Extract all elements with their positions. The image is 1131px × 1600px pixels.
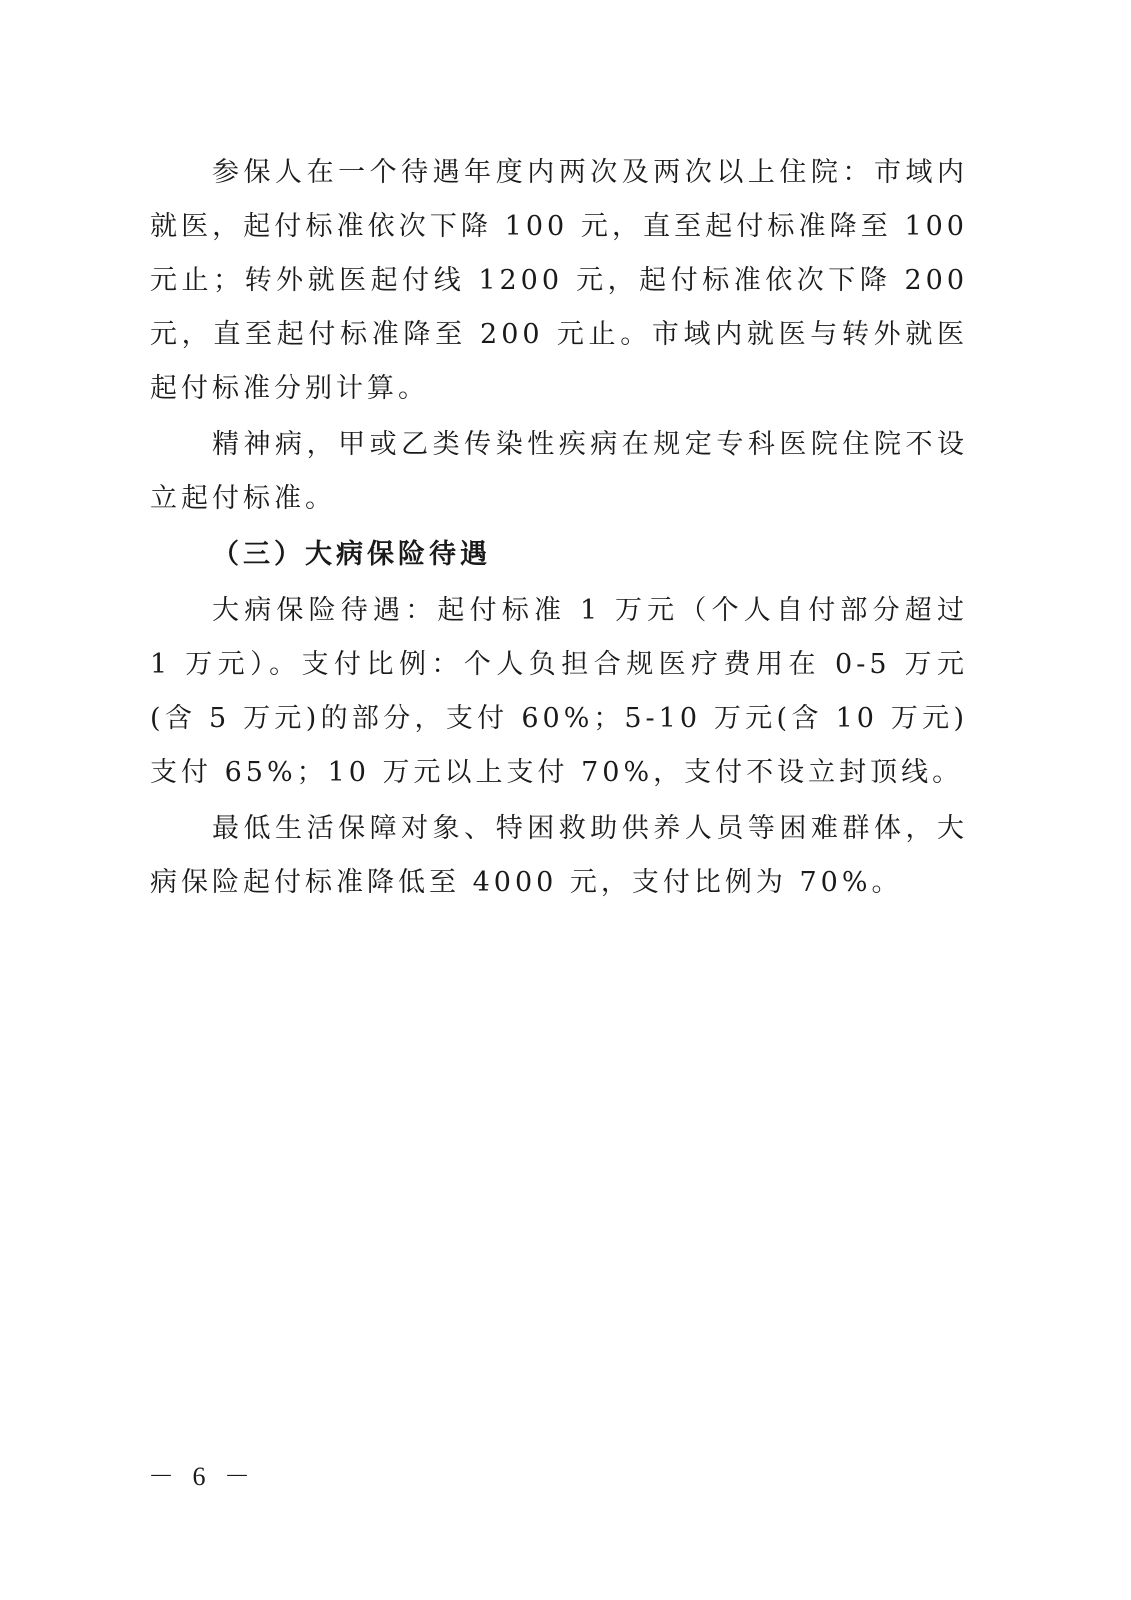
paragraph-hospitalization-deductible: 参保人在一个待遇年度内两次及两次以上住院：市域内就医，起付标准依次下降 100 元，直至起付标准降至 100 元止；转外就医起付线 1200 元，起付标准依次下降 200 元，直至起付标准降至 200 元止。市域内就医与转外就医起付标准分别计算。	[150, 157, 968, 404]
section-heading-critical-illness: （三）大病保险待遇	[212, 539, 491, 570]
page-number: － 6 －	[148, 1462, 257, 1491]
paragraph-no-deductible-specialty: 精神病，甲或乙类传染性疾病在规定专科医院住院不设立起付标准。	[150, 429, 968, 514]
document-body	[150, 146, 968, 910]
paragraph-low-income-groups: 最低生活保障对象、特困救助供养人员等困难群体，大病保险起付标准降低至 4000 元，支付比例为 70%。	[150, 813, 968, 898]
paragraph-critical-illness-benefits: 大病保险待遇：起付标准 1 万元（个人自付部分超过 1 万元）。支付比例：个人负担合规医疗费用在 0-5 万元(含 5 万元)的部分，支付 60%；5-10 万元(含 10 万元)支付 65%；10 万元以上支付 70%，支付不设立封顶线。	[150, 595, 968, 788]
